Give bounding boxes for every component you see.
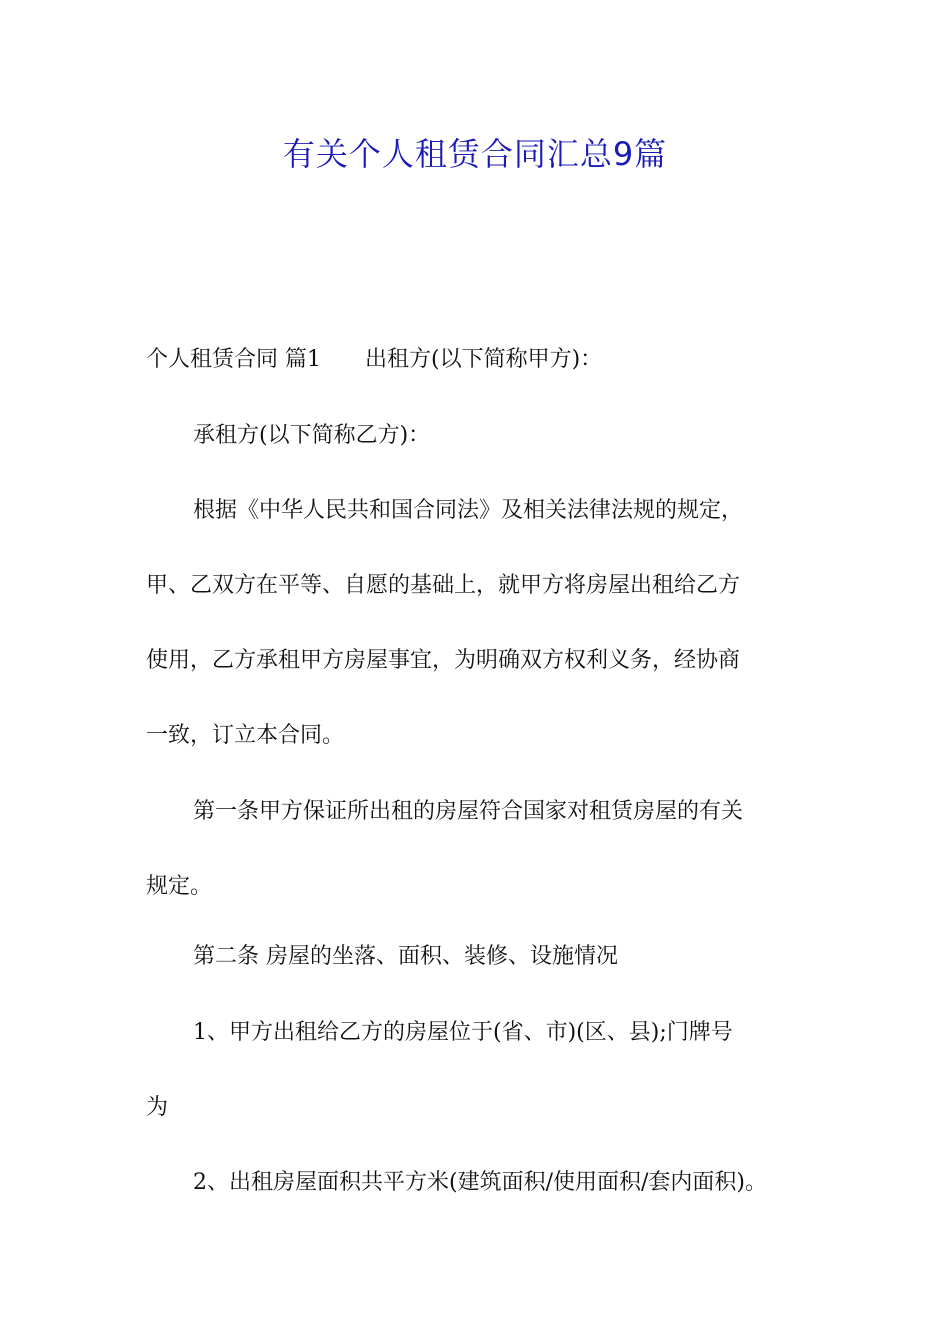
paragraph-line: 一致，订立本合同。 (146, 723, 345, 748)
paragraph-line-heading (146, 323, 826, 397)
paragraph-line: 甲、乙双方在平等、自愿的基础上，就甲方将房屋出租给乙方 (146, 573, 741, 598)
paragraph-line: 第二条 房屋的坐落、面积、装修、设施情况 (193, 944, 618, 969)
paragraph-line: 2、出租房屋面积共平方米(建筑面积/使用面积/套内面积)。 (193, 1170, 767, 1195)
paragraph-line: 根据《中华人民共和国合同法》及相关法律法规的规定， (193, 498, 744, 523)
paragraph-line: 使用，乙方承租甲方房屋事宜，为明确双方权利义务，经协商 (146, 648, 741, 673)
paragraph-line: 1、甲方出租给乙方的房屋位于(省、市)(区、县);门牌号 (193, 1020, 733, 1045)
paragraph-line: 规定。 (146, 874, 213, 899)
paragraph-line: 第一条甲方保证所出租的房屋符合国家对租赁房屋的有关 (193, 799, 744, 824)
paragraph-line: 承租方(以下简称乙方)： (193, 423, 431, 448)
party-a-line: 出租方(以下简称甲方)： (365, 347, 603, 372)
section-heading: 个人租赁合同 篇1 (146, 347, 321, 372)
paragraph-line: 为 (146, 1095, 169, 1120)
document-title: 有关个人租赁合同汇总9篇 (282, 135, 668, 173)
